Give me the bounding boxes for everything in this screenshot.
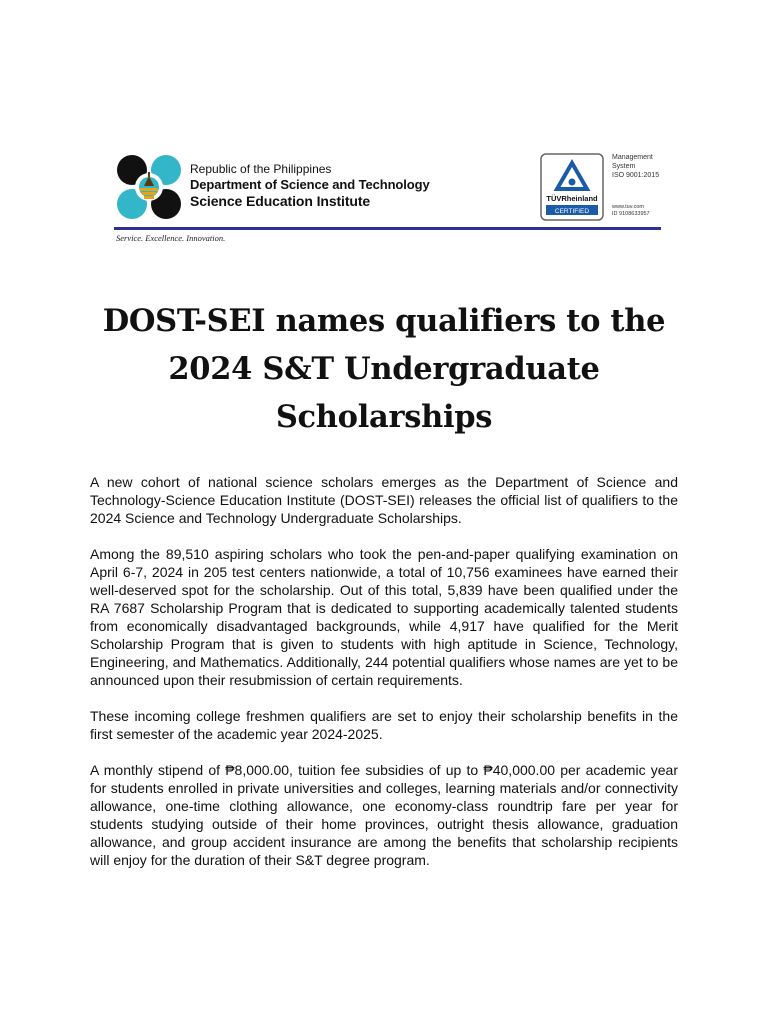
tuv-certification-badge [540, 153, 604, 221]
iso-standard: ISO 9001:2015 [612, 171, 660, 179]
tuv-footer [612, 204, 650, 218]
dost-sei-logo-icon [116, 154, 182, 220]
tagline: Service. Excellence. Innovation. [116, 233, 226, 243]
organization-name [190, 162, 430, 211]
tuv-id: ID 9108633957 [612, 211, 650, 218]
page-title: DOST-SEI names qualifiers to the 2024 S&T Undergraduate Scholarships [102, 303, 666, 435]
article-body [90, 473, 678, 887]
header-rule [114, 227, 661, 230]
letterhead [112, 150, 661, 245]
institute-line: Science Education Institute [190, 193, 371, 210]
tuv-website: www.tuv.com [612, 204, 644, 210]
paragraph: These incoming college freshmen qualifiers are set to enjoy their scholarship benefits in the first semester of the academic year 2024-2025. [90, 708, 678, 742]
republic-line: Republic of the Philippines [190, 162, 332, 176]
mgmt-line-1: Management [612, 154, 653, 161]
tuv-certified-label: CERTIFIED [554, 208, 590, 215]
management-system-text [612, 154, 659, 180]
paragraph: A monthly stipend of ₱8,000.00, tuition fee subsidies of up to ₱40,000.00 per academic year for students enrolled in private universities and colleges, learning materials and/or connectivity allowance, one-time clothing allowance, one economy-class roundtrip fare per year for students studying outside of their home provinces, outright thesis allowance, graduation allowance, and group accident insurance are among the benefits that scholarship recipients will enjoy for the duration of their S&T degree program. [90, 762, 678, 868]
paragraph: Among the 89,510 aspiring scholars who took the pen-and-paper qualifying examination on April 6-7, 2024 in 205 test centers nationwide, a total of 10,756 examinees have earned their well-deserved spot for the scholarship. Out of this total, 5,839 have been qualified under the RA 7687 Scholarship Program that is dedicated to supporting academically talented students from economically disadvantaged backgrounds, while 4,917 have qualified for the Merit Scholarship Program that is given to students with high aptitude in Science, Technology, Engineering, and Mathematics. Additionally, 244 potential qualifiers whose names are yet to be announced upon their resubmission of certain requirements. [90, 546, 678, 688]
paragraph: A new cohort of national science scholars emerges as the Department of Science and Technology-Science Education Institute (DOST-SEI) releases the official list of qualifiers to the 2024 Science and Technology Undergraduate Scholarships. [90, 474, 678, 526]
tuv-brand: TÜVRheinland [546, 194, 598, 203]
mgmt-line-2: System [612, 162, 636, 170]
department-line: Department of Science and Technology [190, 177, 430, 192]
